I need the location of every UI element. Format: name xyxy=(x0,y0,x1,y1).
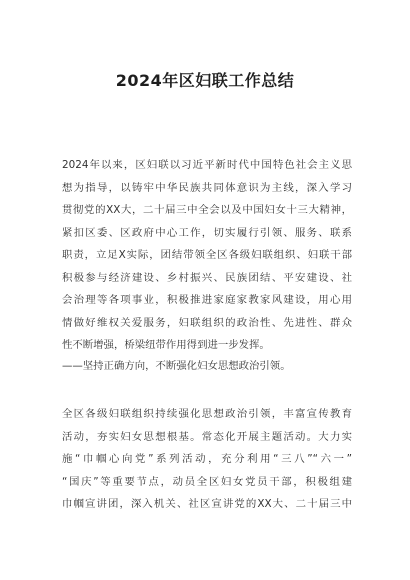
paragraph-line: 情做好维权关爱服务，妇联组织的政治性、先进性、群众 xyxy=(62,316,352,329)
document-title: 2024年区妇联工作总结 xyxy=(115,71,295,90)
section-heading xyxy=(62,355,352,378)
section-heading-text: ——坚持正确方向，不断强化妇女思想政治引领。 xyxy=(62,360,291,372)
intro-paragraph xyxy=(62,154,352,357)
section-paragraph xyxy=(62,403,352,516)
paragraph-line: 会治理等各项事业，积极推进家庭家教家风建设，用心用 xyxy=(62,294,352,306)
paragraph-line: 巾帼宣讲团，深入机关、社区宣讲党的XX大、二十届三中 xyxy=(62,498,352,510)
paragraph-line: 职责，立足X实际，团结带领全区各级妇联组织、妇联干部 xyxy=(62,249,352,261)
paragraph-line: “国庆”等重要节点，动员全区妇女党员干部，积极组建 xyxy=(62,475,352,488)
paragraph-line: 活动，夯实妇女思想根基。常态化开展主题活动。大力实 xyxy=(62,430,352,443)
paragraph-line: 想为指导，以铸牢中华民族共同体意识为主线，深入学习 xyxy=(62,181,352,194)
paragraph-line: 贯彻党的XX大，二十届三中全会以及中国妇女十三大精神， xyxy=(62,204,352,216)
paragraph-line: 全区各级妇联组织持续强化思想政治引领，丰富宣传教育 xyxy=(62,408,352,420)
paragraph-line: 积极参与经济建设、乡村振兴、民族团结、平安建设、社 xyxy=(62,271,352,284)
paragraph-line: 施“巾帼心向党”系列活动，充分利用“三八”“六一” xyxy=(62,453,352,465)
paragraph-line: 性不断增强，桥梁纽带作用得到进一步发挥。 xyxy=(62,339,270,351)
paragraph-line: 2024年以来，区妇联以习近平新时代中国特色社会主义思 xyxy=(62,159,352,171)
paragraph-line: 紧扣区委、区政府中心工作，切实履行引领、服务、联系 xyxy=(62,226,352,239)
